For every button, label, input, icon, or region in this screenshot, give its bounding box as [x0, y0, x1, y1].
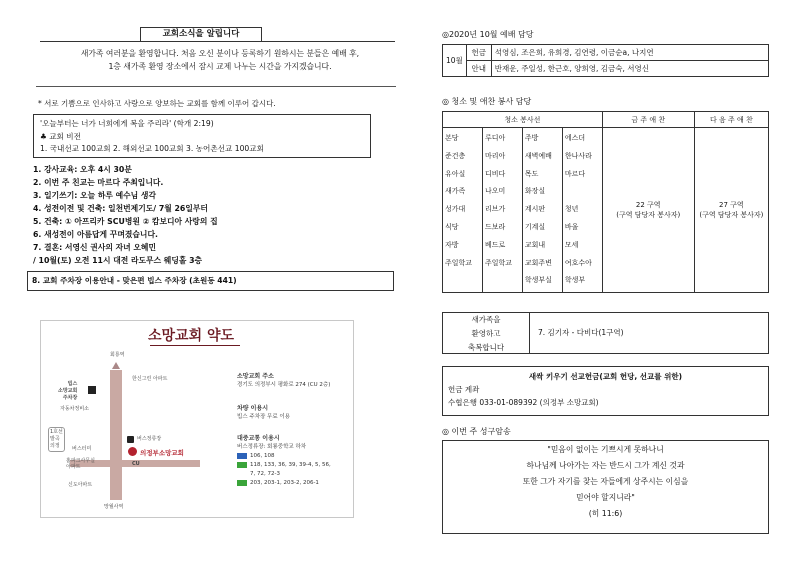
- note-text: * 서로 기쁨으로 인사하고 사랑으로 양보하는 교회를 함께 이루어 갑시다.: [38, 99, 276, 108]
- cleaning-item: 본당: [445, 134, 459, 142]
- blue-bus-icon: [237, 453, 247, 459]
- cleaning-item: 주일학교: [484, 258, 512, 267]
- map-info: [237, 372, 331, 488]
- news-item: 4. 성전이전 및 건축: 일천번제기도/ 7월 26일부터: [33, 204, 208, 213]
- role-cell: 헌금: [466, 45, 491, 61]
- bus-terminal-label: 버스터미: [72, 446, 92, 452]
- role-cell: 안내: [466, 61, 491, 77]
- cleaning-item: 여호수아: [564, 258, 592, 267]
- bus-stop-label: 버스정류장: [137, 436, 162, 442]
- verse-box: [33, 114, 371, 158]
- address-heading: 소망교회 주소: [237, 373, 274, 380]
- header-cleaning: 청소 봉사선: [443, 112, 603, 128]
- vips-marker-icon: [88, 386, 96, 394]
- side-road-labels: 1호선 발곡 의정: [48, 427, 65, 452]
- cleaning-item: 새가족: [445, 187, 466, 196]
- new-family-name: 7. 김기자 - 다비다(1구역): [538, 328, 624, 337]
- cleaning-item: 교회내: [524, 240, 546, 249]
- north-arrow: [112, 362, 120, 369]
- cleaning-item: 마리아: [484, 151, 506, 160]
- cleaning-item: 나오미: [484, 187, 506, 196]
- cleaning-item: 마르다: [564, 169, 586, 178]
- cleaning-item: [565, 183, 600, 201]
- route-row: 203, 203-1, 203-2, 206-1: [237, 479, 331, 488]
- news-header: 교회소식을 알립니다: [140, 27, 262, 42]
- cleaning-item: 준건층: [445, 151, 466, 160]
- route-row: 7, 72, 72-3: [250, 471, 280, 477]
- cleaning-column: [522, 128, 562, 293]
- cleaning-item: 계시판: [524, 205, 546, 214]
- cleaning-item: 루디아: [484, 134, 506, 142]
- account-number: 수협은행 033-01-089392 (의정부 소망교회): [448, 398, 599, 407]
- parking-notice: 8. 교회 주차장 이용안내 - 맞은편 빕스 주차장 (초원동 441): [27, 271, 394, 291]
- worship-title: ◎2020년 10월 예배 담당: [442, 30, 534, 39]
- mission-box: [442, 366, 769, 416]
- cleaning-item: 주일학교: [445, 258, 473, 267]
- route-row: 118, 133, 36, 39, 39-4, 5, 56,: [237, 461, 331, 470]
- month-cell: 10월: [443, 45, 467, 77]
- cleaning-item: 청년: [564, 205, 579, 214]
- north-label: 회룡역: [110, 352, 125, 358]
- welcome-line: 1층 새가족 환영 장소에서 잠시 교제 나누는 시간을 가지겠습니다.: [108, 61, 332, 71]
- welcome-box: [442, 312, 769, 354]
- memory-title: ◎ 이번 주 성구암송: [442, 427, 511, 436]
- vips-label: 빕스 소망교회 주차장: [58, 381, 78, 401]
- map-title-underline: [150, 345, 240, 346]
- cleaning-title: ◎ 청소 및 애찬 봉사 담당: [442, 97, 532, 106]
- news-item: 5. 건축: ① 아프리카 SCU병원 ② 캄보디아 사랑의 집: [33, 217, 218, 226]
- memory-line: 또한 그가 자기를 찾는 자들에게 상주시는 이심을: [522, 477, 689, 486]
- cleaning-item: 학생부: [564, 276, 586, 285]
- memory-line: 하나님께 나아가는 자는 반드시 그가 계신 것과: [526, 461, 685, 470]
- bus-icon: [127, 436, 134, 443]
- cleaning-column: [443, 128, 483, 293]
- news-item: 2. 이번 주 친교는 마르다 주최입니다.: [33, 178, 164, 187]
- cleaning-item: 바울: [564, 222, 579, 231]
- cleaning-item: 학생부실: [524, 276, 552, 285]
- header-next-week: 다 음 주 애 찬: [694, 112, 768, 128]
- cleaning-table: [442, 111, 769, 293]
- cleaning-item: 베드로: [484, 240, 506, 249]
- transit-sub: 버스정류장: 회룡중학교 하차: [237, 444, 307, 450]
- news-item: 6. 새성전이 아름답게 꾸며졌습니다.: [33, 230, 158, 239]
- cleaning-item: 자방: [445, 240, 459, 249]
- homepark-label: 홈파크사무실 아파트: [66, 458, 95, 470]
- welcome-line: 새가족 여러분을 환영합니다. 처음 오신 분이나 등록하기 원하시는 분들은 예배 후,: [80, 49, 360, 58]
- cleaning-item: 드보라: [484, 222, 506, 231]
- apt-label: 한신그린 아파트: [132, 376, 168, 382]
- memory-ref: (히 11:6): [588, 509, 623, 518]
- cleaning-item: 리브가: [484, 205, 506, 214]
- cu-label: CU: [132, 461, 140, 467]
- worship-table: [442, 44, 769, 77]
- this-week-meal: 22 구역 (구역 담당자 봉사자): [602, 128, 694, 293]
- cleaning-item: 주방: [524, 134, 539, 142]
- church-marker-icon: [128, 447, 137, 456]
- mission-title: 새싹 키우기 선교헌금(교회 헌당, 선교를 위한): [528, 372, 683, 381]
- address-text: 경기도 의정부시 평화로 274 (CU 2층): [237, 382, 331, 388]
- cleaning-item: 교회주변: [524, 258, 552, 267]
- cleaning-item: 식당: [445, 222, 459, 231]
- transit-heading: 대중교통 이용시: [237, 435, 280, 442]
- route-row: 106, 108: [237, 452, 331, 461]
- names-cell: 석영심, 조은희, 유희경, 김연령, 이금순a, 나지연: [491, 45, 768, 61]
- vision-title: ♣ 교회 비전: [40, 131, 81, 141]
- account-label: 헌금 계좌: [448, 385, 480, 394]
- cleaning-column: [562, 128, 602, 293]
- cleaning-item: 새벽예배: [524, 151, 552, 160]
- memory-line: 믿어야 할지니라": [576, 493, 635, 502]
- parking-text: 빕스 주차장 무료 이용: [237, 414, 291, 420]
- cleaning-item: 유아실: [445, 169, 466, 178]
- cleaning-item: 에스더: [564, 134, 586, 142]
- welcome-text: [40, 48, 400, 73]
- next-week-meal: 27 구역 (구역 담당자 봉사자): [694, 128, 768, 293]
- cleaning-item: 목도: [524, 169, 539, 178]
- verse-line: '오늘부터는 너가 너희에게 복을 주리라' (학개 2:19): [40, 119, 214, 128]
- green-bus-icon: [237, 462, 247, 468]
- green-bus-icon: [237, 480, 247, 486]
- car-shop-label: 자동차정비소: [60, 406, 89, 412]
- news-item: / 10월(토) 오전 11시 대전 라도무스 웨딩홀 3층: [33, 256, 203, 265]
- cleaning-item: 성가대: [445, 205, 466, 214]
- vision-list: 1. 국내선교 100교회 2. 해외선교 100교회 3. 농어촌선교 100교회: [40, 144, 264, 153]
- news-item: 1. 강사교육: 오후 4시 30분: [33, 165, 132, 174]
- cleaning-column: [482, 128, 522, 293]
- map-title: 소망교회 약도: [148, 328, 235, 344]
- church-label: 의정부소망교회: [140, 449, 184, 457]
- south-label: 망월사역: [104, 504, 124, 510]
- memory-line: "믿음이 없이는 기쁘시게 못하나니: [547, 445, 664, 454]
- divider: [36, 86, 396, 87]
- news-list: [33, 163, 218, 267]
- memory-verse-box: [442, 440, 769, 534]
- parking-heading: 차량 이용시: [237, 405, 269, 412]
- cleaning-item: 한나사라: [564, 151, 592, 160]
- shindo-label: 신도아파트: [68, 482, 93, 488]
- cleaning-item: 모세: [564, 240, 579, 249]
- news-item: 3. 일기쓰기: 오늘 하루 예수님 생각: [33, 191, 156, 200]
- names-cell: 반재운, 주일성, 한근호, 양희영, 김금숙, 서영신: [491, 61, 768, 77]
- news-item: 7. 결혼: 서영신 권사의 자녀 오혜민: [33, 243, 156, 252]
- divider: [40, 41, 395, 42]
- cleaning-item: 디비다: [484, 169, 506, 178]
- cleaning-item: 기계실: [524, 222, 546, 231]
- header-this-week: 금 주 애 찬: [602, 112, 694, 128]
- main-road: [110, 370, 122, 500]
- cleaning-item: 화장실: [524, 187, 546, 196]
- welcome-label: 새가족을 환영하고 축복합니다: [443, 313, 530, 353]
